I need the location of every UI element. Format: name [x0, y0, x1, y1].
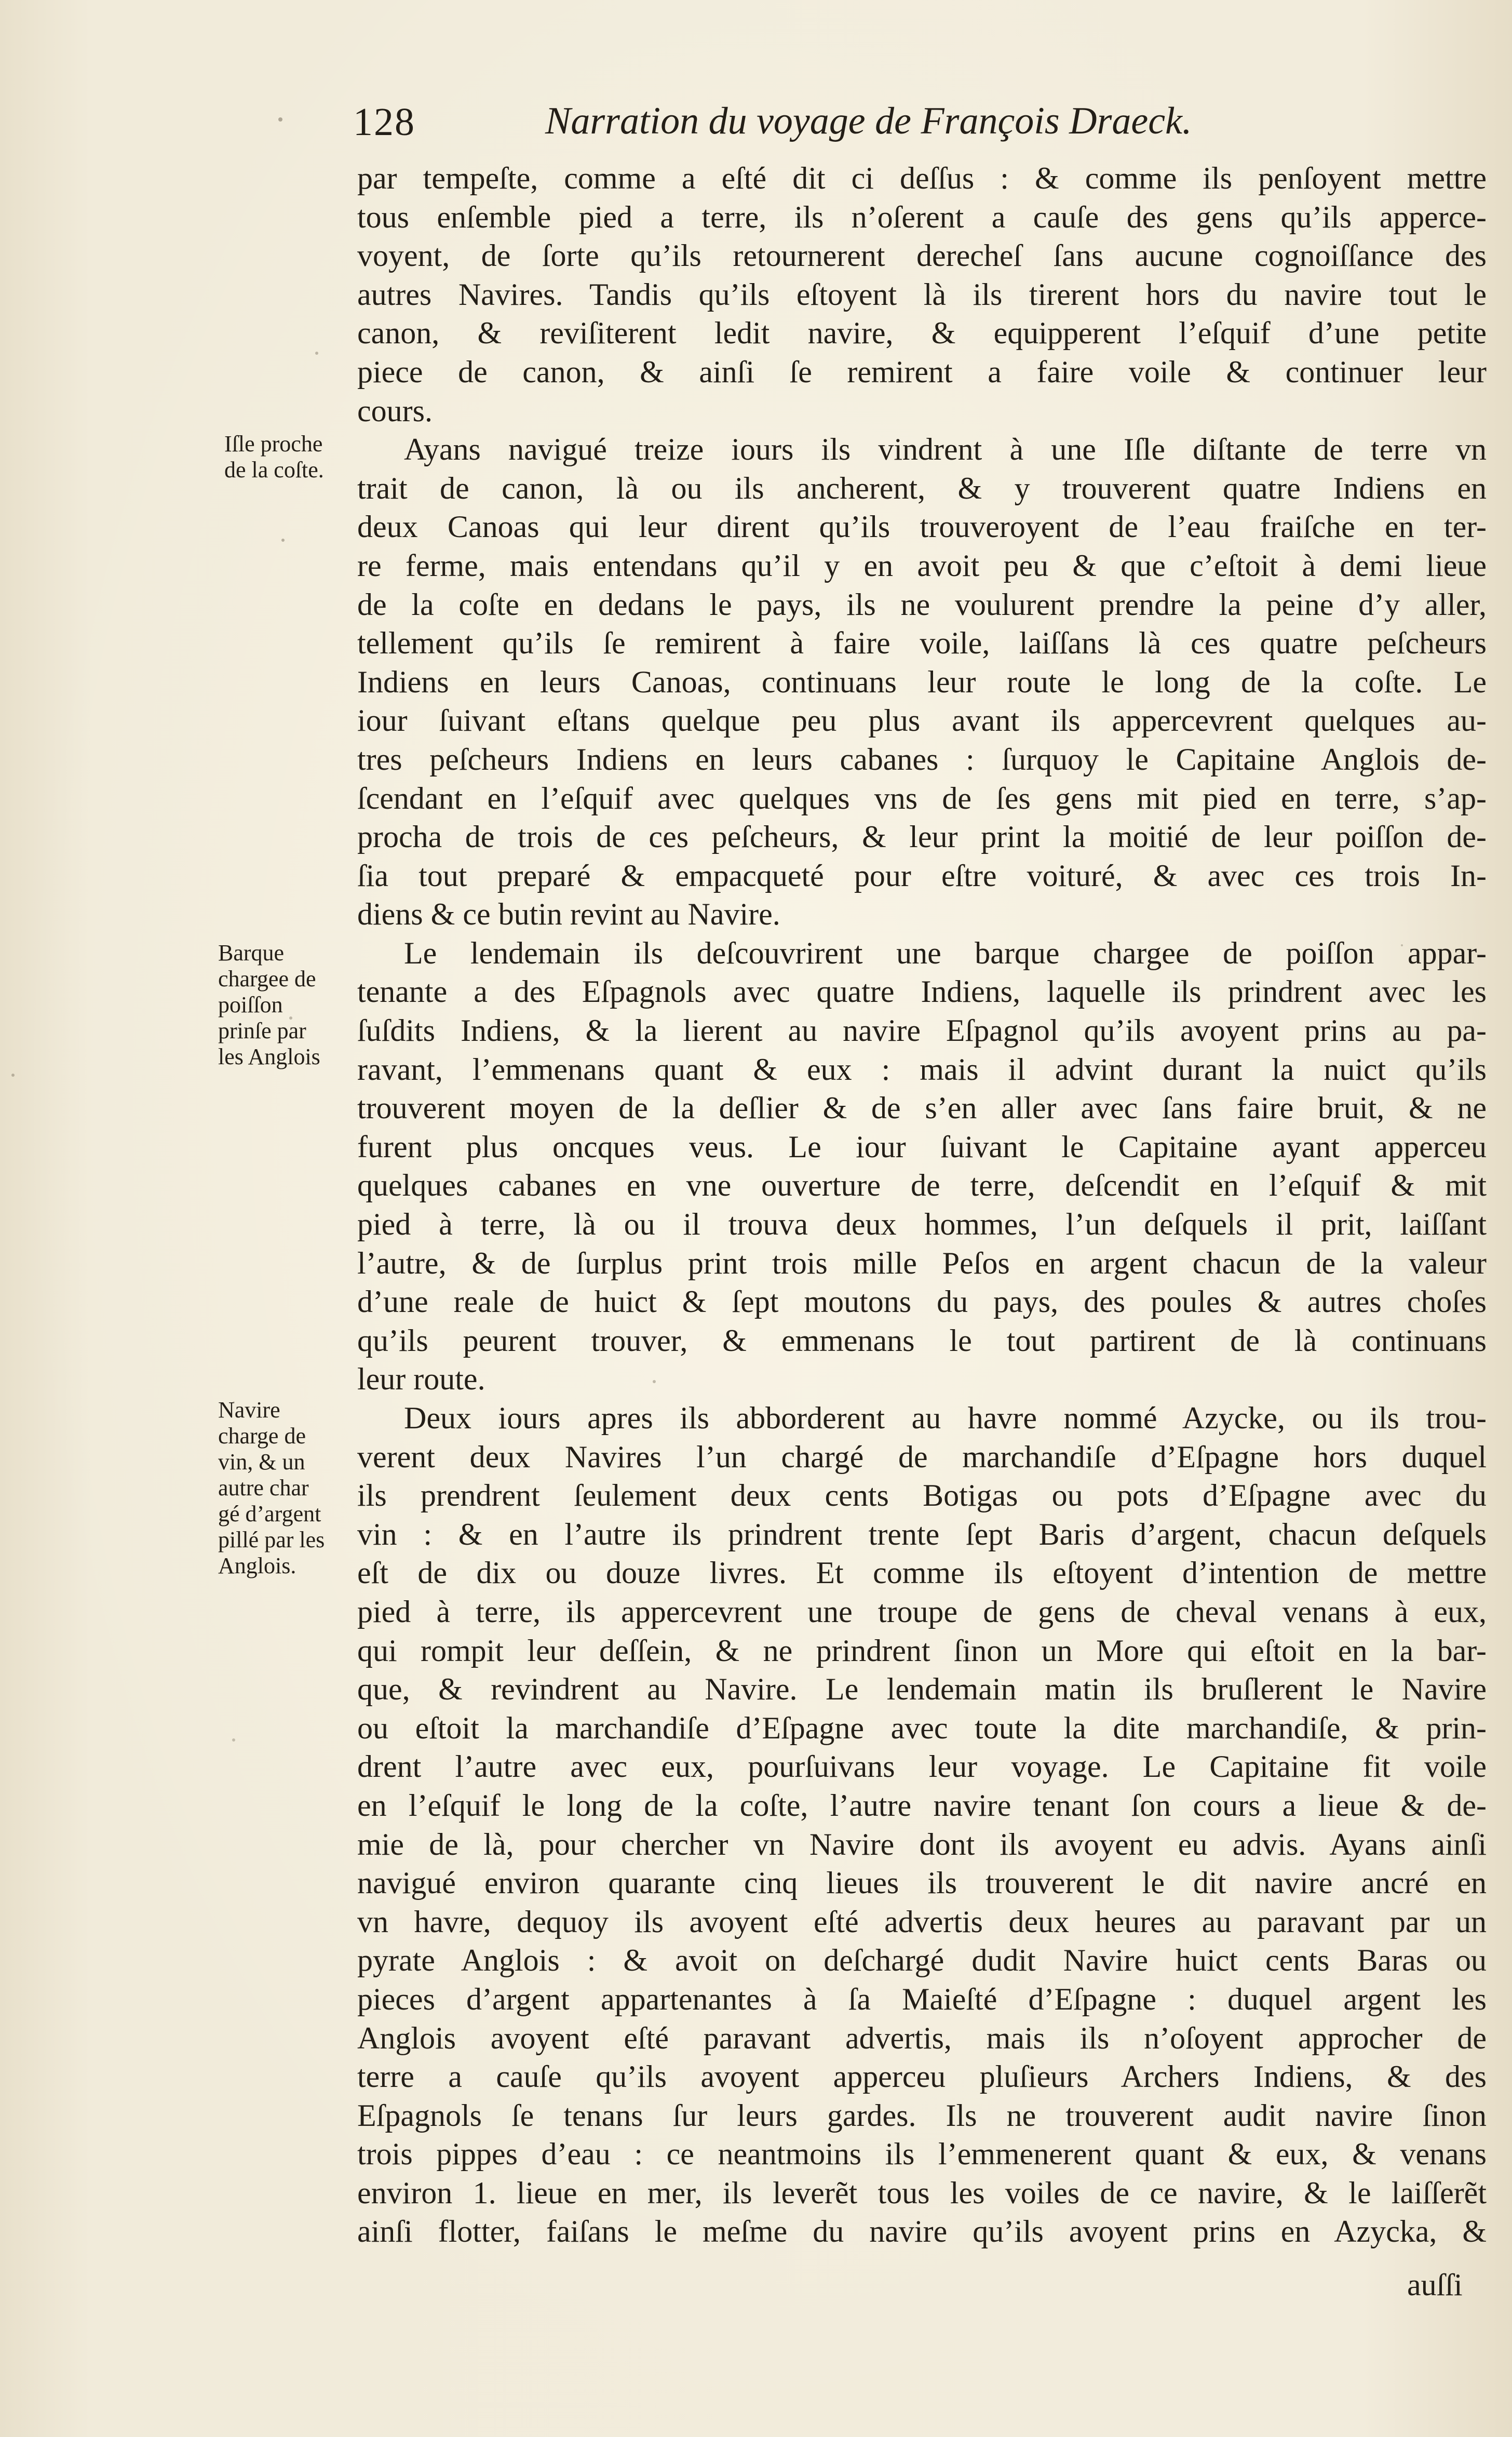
- text-line: furent plus oncques veus. Le iour ſuivant le Capitaine ayant apperceu: [357, 1129, 1487, 1164]
- text-line: de la coſte en dedans le pays, ils ne voulurent prendre la peine d’y aller,: [357, 587, 1487, 622]
- text-line: ſia tout preparé & empacqueté pour eſtre voituré, & avec ces trois In-: [357, 858, 1487, 893]
- marginal-line: les Anglois: [218, 1044, 320, 1069]
- text-line: terre a cauſe qu’ils avoyent apperceu pluſieurs Archers Indiens, & des: [357, 2059, 1487, 2094]
- marginal-note-isle: [224, 431, 324, 483]
- marginal-line: Anglois.: [218, 1553, 296, 1578]
- text-line: tellement qu’ils ſe remirent à faire voile, laiſſans là ces quatre peſcheurs: [357, 626, 1487, 661]
- marginal-line: charge de: [218, 1423, 306, 1449]
- text-line: drent l’autre avec eux, pourſuivans leur voyage. Le Capitaine fit voile: [357, 1749, 1487, 1784]
- text-line: procha de trois de ces peſcheurs, & leur print la moitié de leur poiſſon de-: [357, 820, 1487, 854]
- text-line: Deux iours apres ils abborderent au havre nommé Azycke, ou ils trou-: [404, 1401, 1487, 1435]
- text-line: ſuſdits Indiens, & la lierent au navire Eſpagnol qu’ils avoyent prins au pa-: [357, 1013, 1487, 1048]
- marginal-line: prinſe par: [218, 1018, 306, 1043]
- page-number: 128: [353, 100, 415, 144]
- marginal-line: de la coſte.: [224, 457, 324, 483]
- text-line: autres Navires. Tandis qu’ils eſtoyent là ils tirerent hors du navire tout le: [357, 277, 1487, 312]
- text-line: trait de canon, là ou ils ancherent, & y trouverent quatre Indiens en: [357, 471, 1487, 505]
- marginal-line: Barque: [218, 940, 285, 966]
- text-line: quelques cabanes en vne ouverture de terre, deſcendit en l’eſquif & mit: [357, 1168, 1487, 1203]
- text-line: en l’eſquif le long de la coſte, l’autre navire tenant ſon cours a lieue & de-: [357, 1788, 1487, 1823]
- text-line: d’une reale de huict & ſept moutons du pays, des poules & autres choſes: [357, 1284, 1487, 1319]
- text-line: canon, & reviſiterent ledit navire, & equipperent l’eſquif d’une petite: [357, 316, 1487, 351]
- text-line: pied à terre, ils appercevrent une troupe de gens de cheval venans à eux,: [357, 1594, 1487, 1629]
- text-line: Le lendemain ils deſcouvrirent une barque chargee de poiſſon appar-: [404, 935, 1487, 970]
- text-line: ainſi flotter, faiſans le meſme du navire qu’ils avoyent prins en Azycka, &: [357, 2214, 1487, 2249]
- text-line: ils prendrent ſeulement deux cents Botigas ou pots d’Eſpagne avec du: [357, 1478, 1487, 1513]
- text-line: que, & revindrent au Navire. Le lendemain matin ils bruſlerent le Navire: [357, 1672, 1487, 1707]
- marginal-line: autre char: [218, 1475, 309, 1501]
- marginal-line: gé d’argent: [218, 1501, 321, 1527]
- marginal-line: Navire: [218, 1397, 280, 1423]
- text-line: l’autre, & de ſurplus print trois mille Peſos en argent chacun de la valeur: [357, 1246, 1487, 1280]
- text-line: Indiens en leurs Canoas, continuans leur route le long de la coſte. Le: [357, 664, 1487, 699]
- text-line: qu’ils peurent trouver, & emmenans le tout partirent de là continuans: [357, 1323, 1487, 1358]
- text-line: Eſpagnols ſe tenans ſur leurs gardes. Ils ne trouverent audit navire ſinon: [357, 2098, 1487, 2133]
- text-line: deux Canoas qui leur dirent qu’ils trouveroyent de l’eau fraiſche en ter-: [357, 510, 1487, 544]
- text-line: diens & ce butin revint au Navire.: [357, 897, 780, 932]
- text-line: eſt de dix ou douze livres. Et comme ils eſtoyent d’intention de mettre: [357, 1556, 1487, 1590]
- text-line: tres peſcheurs Indiens en leurs cabanes : ſurquoy le Capitaine Anglois de-: [357, 742, 1487, 776]
- text-line: tenante a des Eſpagnols avec quatre Indiens, laquelle ils prindrent avec les: [357, 974, 1487, 1009]
- text-line: Anglois avoyent eſté paravant advertis, mais ils n’oſoyent approcher de: [357, 2020, 1487, 2055]
- text-line: iour ſuivant eſtans quelque peu plus avant ils appercevrent quelques au-: [357, 703, 1487, 738]
- text-line: trois pippes d’eau : ce neantmoins ils l’emmenerent quant & eux, & venans: [357, 2137, 1487, 2172]
- catchword: auſſi: [1407, 2268, 1463, 2302]
- text-line: piece de canon, & ainſi ſe remirent a faire voile & continuer leur: [357, 354, 1487, 389]
- text-line: cours.: [357, 393, 433, 428]
- marginal-line: vin, & un: [218, 1449, 305, 1475]
- text-line: Ayans navigué treize iours ils vindrent à une Iſle diſtante de terre vn: [404, 432, 1487, 467]
- text-line: environ 1. lieue en mer, ils leverẽt tous les voiles de ce navire, & le laiſſerẽt: [357, 2175, 1487, 2210]
- text-line: vin : & en l’autre ils prindrent trente ſept Baris d’argent, chacun deſquels: [357, 1517, 1487, 1551]
- text-line: vn havre, dequoy ils avoyent eſté advertis deux heures au paravant par un: [357, 1904, 1487, 1939]
- text-line: ravant, l’emmenans quant & eux : mais il advint durant la nuict qu’ils: [357, 1052, 1487, 1087]
- text-line: ou eſtoit la marchandiſe d’Eſpagne avec toute la dite marchandiſe, & prin-: [357, 1710, 1487, 1745]
- text-line: tous enſemble pied a terre, ils n’oſerent a cauſe des gens qu’ils apperce-: [357, 199, 1487, 234]
- marginal-line: chargee de: [218, 966, 316, 992]
- marginal-note-navire: [218, 1397, 325, 1579]
- text-line: trouverent moyen de la deſlier & de s’en aller avec ſans faire bruit, & ne: [357, 1091, 1487, 1126]
- running-title: Narration du voyage de François Draeck.: [545, 100, 1192, 142]
- marginal-line: Iſle proche: [224, 431, 323, 457]
- text-line: leur route.: [357, 1362, 485, 1397]
- text-line: pied à terre, là ou il trouva deux hommes, l’un deſquels il prit, laiſſant: [357, 1207, 1487, 1242]
- body-text: [357, 159, 1487, 2251]
- text-line: re ferme, mais entendans qu’il y en avoit peu & que c’eſtoit à demi lieue: [357, 548, 1487, 583]
- text-line: verent deux Navires l’un chargé de marchandiſe d’Eſpagne hors duquel: [357, 1439, 1487, 1474]
- marginal-line: poiſſon: [218, 992, 283, 1017]
- text-line: navigué environ quarante cinq lieues ils trouverent le dit navire ancré en: [357, 1866, 1487, 1900]
- text-line: pieces d’argent appartenantes à ſa Maieſté d’Eſpagne : duquel argent les: [357, 1981, 1487, 2016]
- running-header: [0, 93, 1512, 151]
- text-line: par tempeſte, comme a eſté dit ci deſſus : & comme ils penſoyent mettre: [357, 161, 1487, 195]
- text-line: voyent, de ſorte qu’ils retournerent derecheſ ſans aucune cognoiſſance des: [357, 238, 1487, 273]
- marginal-line: pillé par les: [218, 1527, 325, 1552]
- text-line: mie de là, pour chercher vn Navire dont ils avoyent eu advis. Ayans ainſi: [357, 1827, 1487, 1862]
- marginal-note-barque: [218, 940, 320, 1070]
- text-line: qui rompit leur deſſein, & ne prindrent ſinon un More qui eſtoit en la bar-: [357, 1633, 1487, 1668]
- text-line: pyrate Anglois : & avoit on deſchargé dudit Navire huict cents Baras ou: [357, 1943, 1487, 1978]
- text-line: ſcendant en l’eſquif avec quelques vns de ſes gens mit pied en terre, s’ap-: [357, 781, 1487, 815]
